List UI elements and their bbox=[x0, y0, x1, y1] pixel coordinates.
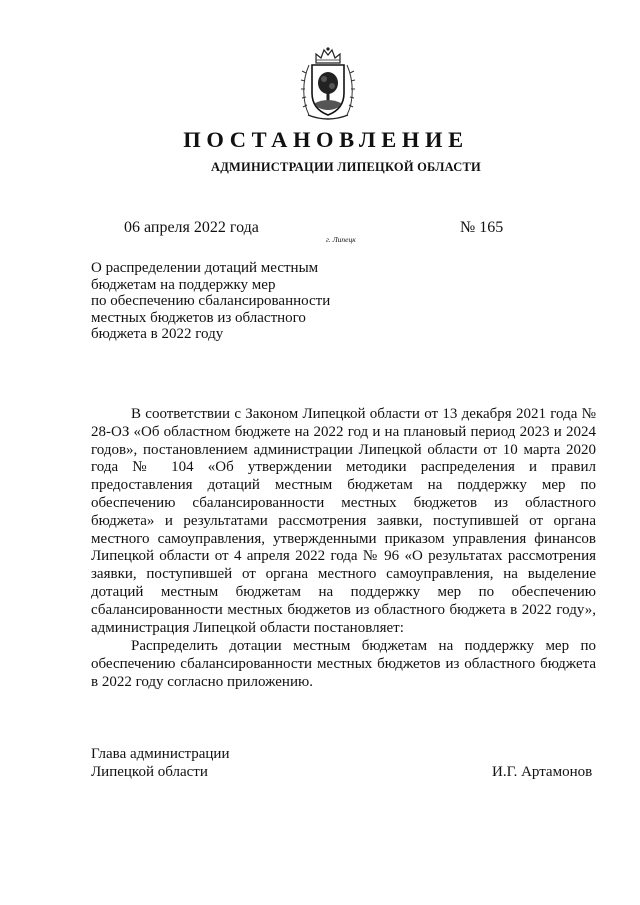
coat-of-arms-icon bbox=[300, 45, 356, 120]
subject-line: бюджета в 2022 году bbox=[91, 326, 224, 343]
document-number: № 165 bbox=[460, 219, 504, 236]
subject-line: О распределении дотаций местным bbox=[91, 260, 319, 276]
document-subject bbox=[91, 260, 381, 343]
body-paragraph: Распределить дотации местным бюджетам на поддержку мер по обеспечению сбалансированности местных бюджетов из областного бюджета в 2022 году согласно приложению. bbox=[91, 638, 596, 690]
signatory-position bbox=[91, 745, 229, 781]
subject-line: местных бюджетов из областного bbox=[91, 309, 306, 326]
document-title: ПОСТАНОВЛЕНИЕ bbox=[183, 127, 469, 152]
subject-line: бюджетам на поддержку мер bbox=[91, 276, 276, 293]
issuer-name: АДМИНИСТРАЦИИ ЛИПЕЦКОЙ ОБЛАСТИ bbox=[211, 160, 481, 174]
subject-line: по обеспечению сбалансированности bbox=[91, 293, 331, 310]
document-city: г. Липецк bbox=[326, 235, 356, 244]
document-date: 06 апреля 2022 года bbox=[124, 219, 259, 236]
body-paragraph: В соответствии с Законом Липецкой области от 13 декабря 2021 года № 28-ОЗ «Об областном бюджете на 2022 год и на плановый период 2023 и 2024 годов», постановлением администрации Липецкой области от 10 марта 2020 года № 104 «Об утверждении методики распределения и правил предоставления дотаций местным бюджетам на поддержку мер по обеспечению сбалансированности местных бюджетов из областного бюджета» и результатами рассмотрения заявки, поступившей от органа местного самоуправления, утвержденными приказом управления финансов Липецкой области от 4 апреля 2022 года № 96 «О результатах рассмотрения заявки, поступившей от органа местного самоуправления, на выделение дотаций местным бюджетам на поддержку мер по обеспечению сбалансированности местных бюджетов из областного бюджета в 2022 году», администрация Липецкой области постановляет: bbox=[91, 406, 596, 636]
signatory-position-line: Глава администрации bbox=[91, 746, 230, 762]
signatory-position-line: Липецкой области bbox=[91, 764, 208, 780]
signatory-name: И.Г. Артамонов bbox=[492, 764, 593, 780]
